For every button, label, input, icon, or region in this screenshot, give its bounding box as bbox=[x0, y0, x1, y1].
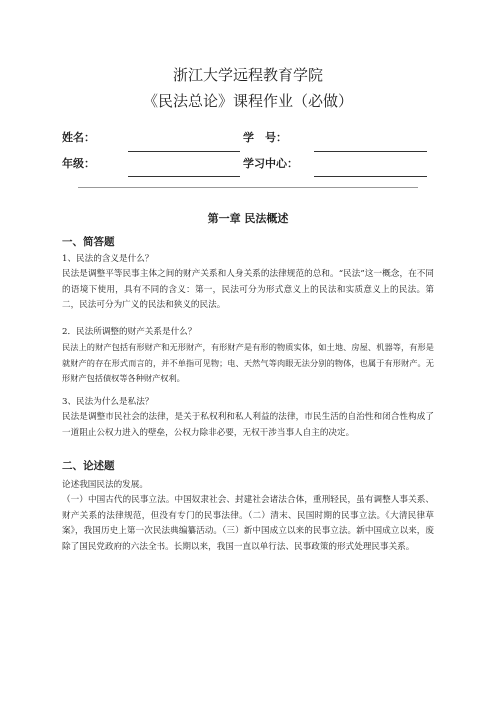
institution-title: 浙江大学远程教育学院 bbox=[172, 66, 323, 84]
student-id-label: 学 号： bbox=[243, 131, 287, 144]
name-label: 姓名： bbox=[62, 131, 95, 144]
section-heading-essay: 二、论述题 bbox=[62, 460, 115, 472]
answer-2: 民法上的财产包括有形财产和无形财产，有形财产是有形的物质实体，如土地、房屋、机器等，有形是就财产的存在形式而言的，并不单指可见物；电、天然气等肉眼无法分别的物体，也属于有形财产。无形财产包括债权等各种财产权利。 bbox=[62, 342, 434, 383]
answer-1: 民法是调整平等民事主体之间的财产关系和人身关系的法律规范的总和。“民法”这一概念，在不同的语境下使用，具有不同的含义：第一，民法可分为形式意义上的民法和实质意义上的民法。第二，民法可分为广义的民法和狭义的民法。 bbox=[62, 269, 434, 310]
question-1: 1、民法的含义是什么？ bbox=[62, 254, 154, 264]
course-title: 《民法总论》课程作业（必做） bbox=[142, 92, 353, 110]
answer-3: 民法是调整市民社会的法律，是关于私权利和私人利益的法律，市民生活的自治性和闭合性构成了一道阻止公权力进入的壁垒，公权力除非必要，无权干涉当事人自主的决定。 bbox=[62, 412, 434, 438]
essay-answer: （一）中国古代的民事立法。中国奴隶社会、封建社会诸法合体，重刑轻民，虽有调整人事关系、财产关系的法律规范，但没有专门的民事法律。（二）清末、民国时期的民事立法。《大清民律草案》，我国历史上第一次民法典编纂活动。（三）新中国成立以来的民事立法。新中国成立以来，废除了国民党政府的六法全书。长期以来，我国一直以单行法、民事政策的形式处理民事关系。 bbox=[62, 495, 434, 552]
section-heading-short-answer: 一、简答题 bbox=[62, 236, 115, 248]
grade-label: 年级： bbox=[62, 157, 95, 170]
student-id-field-line bbox=[314, 151, 427, 152]
question-3: 3、民法为什么是私法？ bbox=[62, 397, 154, 407]
essay-question: 论述我国民法的发展。 bbox=[62, 480, 148, 490]
center-label: 学习中心： bbox=[243, 157, 298, 170]
center-field-line bbox=[314, 176, 427, 177]
header-divider bbox=[78, 187, 418, 188]
question-2: 2．民法所调整的财产关系是什么？ bbox=[62, 327, 197, 337]
grade-field-line bbox=[128, 176, 240, 177]
name-field-line bbox=[128, 151, 240, 152]
chapter-title: 第一章 民法概述 bbox=[207, 212, 289, 225]
